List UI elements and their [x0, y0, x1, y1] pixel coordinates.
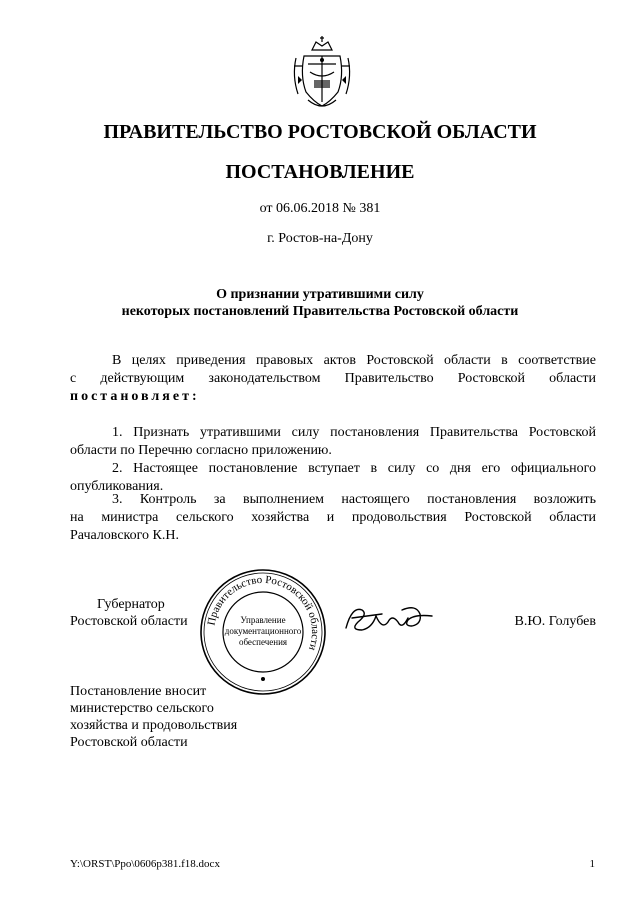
intro-line-3: постановляет: — [70, 389, 200, 404]
item-3-line-1: 3. Контроль за выполнением настоящего постановления возложить — [112, 492, 596, 507]
intro-line-2: с действующим законодательством Правительство Ростовской области — [70, 371, 596, 386]
item-2-line-2: опубликования. — [70, 479, 164, 494]
note-line-3: хозяйства и продовольствия — [70, 718, 238, 733]
note-line-2: министерство сельского — [70, 701, 214, 716]
intro-paragraph — [70, 352, 596, 406]
stamp-center-line-2: документационного — [224, 626, 302, 636]
signatory-name: В.Ю. Голубев — [514, 614, 596, 629]
item-1-line-1: 1. Признать утратившими силу постановления Правительства Ростовской — [112, 425, 596, 440]
page-number: 1 — [589, 858, 595, 870]
note-line-4: Ростовской области — [70, 735, 188, 750]
item-3-line-3: Рачаловского К.Н. — [70, 528, 179, 543]
item-3-paragraph — [70, 491, 596, 545]
government-title: ПРАВИТЕЛЬСТВО РОСТОВСКОЙ ОБЛАСТИ — [103, 121, 537, 143]
coat-of-arms-icon — [290, 36, 354, 112]
item-1-paragraph — [70, 424, 596, 460]
official-stamp — [198, 567, 328, 697]
handwritten-signature — [342, 600, 438, 640]
submission-note — [70, 683, 237, 751]
signatory-title: Губернатор — [97, 597, 165, 612]
item-1-line-2: области по Перечню согласно приложению. — [70, 443, 332, 458]
document-type: ПОСТАНОВЛЕНИЕ — [225, 161, 415, 183]
file-path: Y:\ORST\Ppo\0606p381.f18.docx — [70, 858, 220, 870]
item-3-line-2: на министра сельского хозяйства и продовольствия Ростовской области — [70, 510, 596, 525]
subject-line-2: некоторых постановлений Правительства Ростовской области — [121, 304, 519, 319]
document-city: г. Ростов-на-Дону — [267, 231, 373, 246]
note-line-1: Постановление вносит — [70, 684, 207, 699]
subject-line-1: О признании утратившими силу — [216, 287, 424, 302]
stamp-center-line-3: обеспечения — [238, 637, 288, 647]
stamp-star-icon — [261, 677, 265, 681]
item-2-line-1: 2. Настоящее постановление вступает в силу со дня его официального — [112, 461, 596, 476]
document-date-number: от 06.06.2018 № 381 — [259, 201, 381, 216]
intro-line-1: В целях приведения правовых актов Ростовской области в соответствие — [112, 353, 596, 368]
signatory-region: Ростовской области — [70, 614, 188, 629]
stamp-center-line-1: Управление — [240, 615, 286, 625]
stamp-ring-text: Правительство Ростовской области — [205, 573, 322, 652]
